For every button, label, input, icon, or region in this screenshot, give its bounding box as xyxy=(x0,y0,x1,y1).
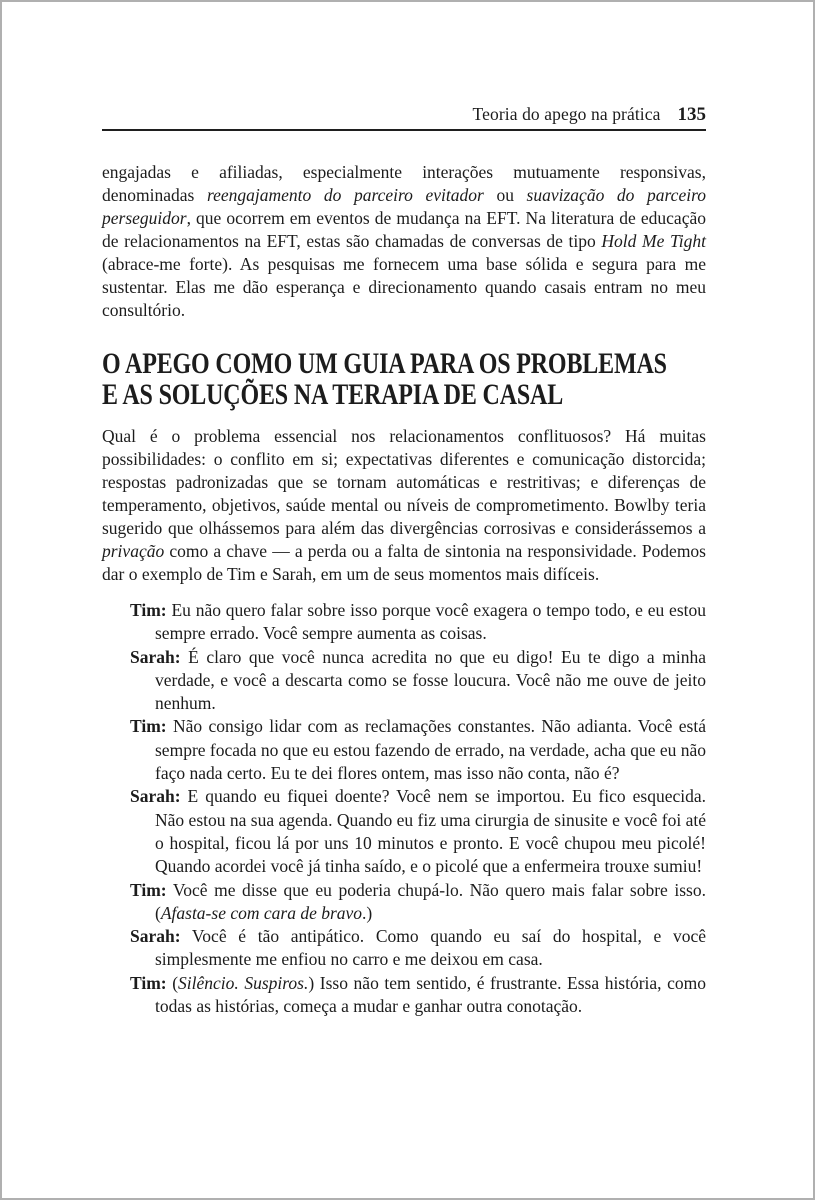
text-run: Qual é o problema essencial nos relacionamentos conflituosos? Há muitas possibilidades: o conflito em si; expectativas diferentes e comunicação distorcida; respostas padronizadas que se tornam automáticas e restritivas; e diferenças de temperamento, objetivos, saúde mental ou níveis de comprometimento. Bowlby teria sugerido que olhássemos para além das divergências corrosivas e considerássemos a xyxy=(102,426,706,538)
dialogue-entry xyxy=(102,879,706,926)
italic-run: suavização do parceiro perseguidor xyxy=(102,185,706,228)
dialogue-entry xyxy=(102,599,706,646)
text-run: Você me disse que eu poderia chupá-lo. Não quero mais falar sobre isso. ( xyxy=(155,879,706,923)
speaker-label: Tim: xyxy=(130,879,167,900)
speaker-label: Sarah: xyxy=(130,646,181,667)
page-content xyxy=(2,2,815,1200)
text-run: ( xyxy=(166,972,179,993)
italic-run: privação xyxy=(102,541,165,561)
italic-run: reengajamento do parceiro evitador xyxy=(206,185,484,205)
section-heading-line-2: E AS SOLUÇÕES NA TERAPIA DE CASAL xyxy=(102,377,564,411)
speaker-label: Tim: xyxy=(130,600,167,620)
dialogue-entry xyxy=(102,925,706,972)
italic-run: Afasta-se com cara de bravo xyxy=(160,902,363,923)
speaker-label: Sarah: xyxy=(130,926,181,947)
italic-run: Silêncio. Suspiros. xyxy=(178,972,309,993)
running-title: Teoria do apego na prática xyxy=(472,104,661,124)
dialogue-block xyxy=(102,599,706,1018)
dialogue-entry xyxy=(102,785,706,878)
text-run: engajadas e afiliadas, especialmente interações mutuamente responsivas, denominadas xyxy=(102,162,706,205)
text-run: ) Isso não tem sentido, é frustrante. Essa história, como todas as histórias, começa a mudar e ganhar outra conotação. xyxy=(155,972,707,1017)
text-run: Você é tão antipático. Como quando eu saí do hospital, e você simplesmente me enfiou no carro e me deixou em casa. xyxy=(155,926,706,970)
dialogue-entry xyxy=(102,646,706,716)
dialogue-entry xyxy=(102,972,706,1019)
header-rule xyxy=(102,129,706,131)
text-run: É claro que você nunca acredita no que eu digo! Eu te digo a minha verdade, e você a descarta como se fosse loucura. Você não me ouve de jeito nenhum. xyxy=(155,646,706,714)
text-run: (abrace-me forte). As pesquisas me fornecem uma base sólida e segura para me sustentar. Elas me dão esperança e direcionamento quando casais entram no meu consultório. xyxy=(102,254,706,320)
speaker-label: Tim: xyxy=(130,972,167,993)
section-heading-line-1: O APEGO COMO UM GUIA PARA OS PROBLEMAS xyxy=(102,347,667,380)
text-run: como a chave — a perda ou a falta de sintonia na responsividade. Podemos dar o exemplo de Tim e Sarah, em um de seus momentos mais difíceis. xyxy=(102,541,706,584)
dialogue-entry xyxy=(102,715,706,785)
text-run: , que ocorrem em eventos de mudança na EFT. Na literatura de educação de relacionamentos na EFT, estas são chamadas de conversas de tipo xyxy=(102,208,706,251)
italic-run: Hold Me Tight xyxy=(601,231,706,251)
speaker-label: Sarah: xyxy=(130,786,181,807)
page-number: 135 xyxy=(677,104,706,125)
running-header xyxy=(102,103,706,126)
text-run: Eu não quero falar sobre isso porque você exagera o tempo todo, e eu estou sempre errado. Você sempre aumenta as coisas. xyxy=(155,600,706,644)
speaker-label: Tim: xyxy=(130,716,167,737)
text-run: .) xyxy=(362,902,373,923)
body-paragraph xyxy=(102,425,706,586)
text-run: ou xyxy=(483,185,527,205)
section-heading xyxy=(102,349,706,410)
text-run: Não consigo lidar com as reclamações constantes. Não adianta. Você está sempre focada no que eu estou fazendo de errado, na verdade, acha que eu não faço nada certo. Eu te dei flores ontem, mas isso não conta, não é? xyxy=(155,716,706,784)
text-run: E quando eu fiquei doente? Você nem se importou. Eu fico esquecida. Não estou na sua agenda. Quando eu fiz uma cirurgia de sinusite e você foi até o hospital, ficou lá por uns 10 minutos e pronto. E você chupou meu picolé! Quando acordei você já tinha saído, e o picolé que a enfermeira trouxe sumiu! xyxy=(155,786,706,877)
intro-paragraph xyxy=(102,161,706,322)
